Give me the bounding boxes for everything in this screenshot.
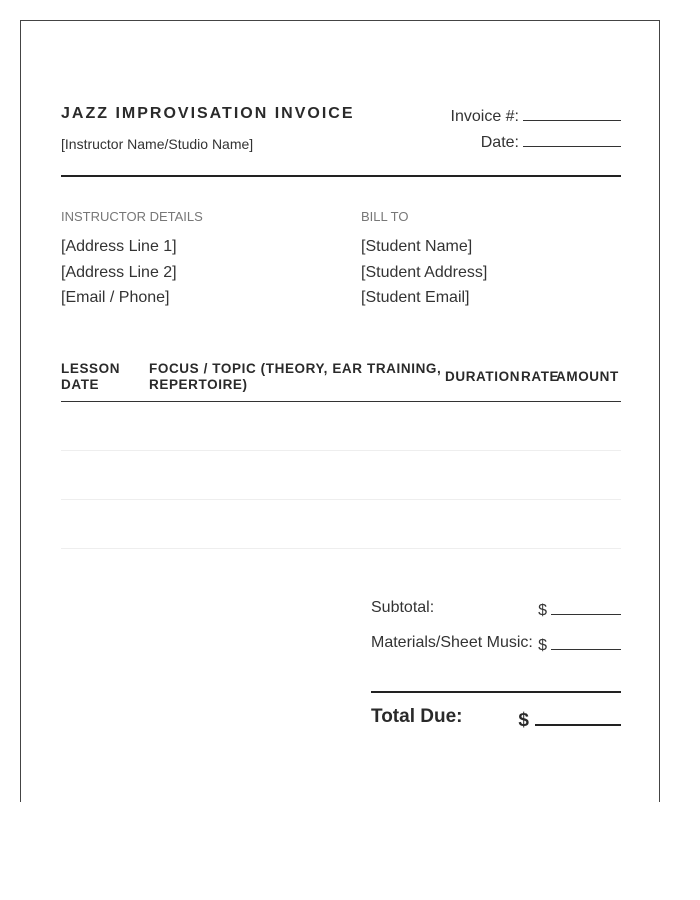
materials-blank[interactable]	[551, 634, 621, 650]
student-email: [Student Email]	[361, 289, 470, 306]
total-due-blank[interactable]	[535, 706, 621, 726]
invoice-number-field[interactable]	[451, 105, 621, 126]
column-focus-topic: FOCUS / TOPIC (THEORY, EAR TRAINING, REPERTOIRE)	[149, 361, 442, 392]
subtotal-currency: $	[538, 602, 547, 619]
column-duration: DURATION	[445, 369, 521, 384]
column-rate: RATE	[521, 369, 560, 384]
total-due-amount[interactable]	[518, 706, 621, 732]
student-name: [Student Name]	[361, 238, 473, 255]
total-due-label: Total Due:	[371, 706, 463, 727]
instructor-address-line-1: [Address Line 1]	[61, 238, 177, 255]
lessons-table-header	[61, 359, 621, 402]
table-row[interactable]	[61, 500, 621, 549]
studio-name-placeholder: [Instructor Name/Studio Name]	[61, 136, 254, 152]
table-row[interactable]	[61, 451, 621, 500]
instructor-details	[61, 209, 341, 311]
bill-to	[361, 209, 641, 311]
total-due-currency: $	[518, 710, 529, 731]
materials-currency: $	[538, 637, 547, 654]
bill-to-heading: BILL TO	[361, 209, 409, 224]
student-address: [Student Address]	[361, 263, 488, 281]
invoice-date-label: Date:	[480, 134, 519, 151]
subtotal-label: Subtotal:	[371, 599, 435, 616]
invoice-date-field[interactable]	[481, 131, 621, 152]
total-due-line	[371, 706, 621, 732]
instructor-address-line-2: [Address Line 2]	[61, 263, 177, 281]
table-row[interactable]	[61, 402, 621, 451]
invoice-title: JAZZ IMPROVISATION INVOICE	[61, 105, 355, 122]
subtotal-line	[371, 599, 621, 634]
invoice-number-label: Invoice #:	[450, 108, 519, 125]
column-amount: AMOUNT	[556, 369, 619, 384]
totals-section	[371, 599, 621, 731]
totals-divider	[371, 691, 621, 693]
materials-amount[interactable]	[538, 634, 621, 655]
invoice-date-blank[interactable]	[523, 131, 621, 147]
invoice-number-blank[interactable]	[523, 105, 621, 121]
subtotal-amount[interactable]	[538, 599, 621, 620]
subtotal-blank[interactable]	[551, 599, 621, 615]
column-lesson-date: LESSON DATE	[61, 361, 121, 392]
instructor-details-heading: INSTRUCTOR DETAILS	[61, 209, 203, 224]
materials-label: Materials/Sheet Music:	[371, 634, 533, 651]
invoice-page	[20, 20, 660, 802]
header-divider	[61, 175, 621, 177]
instructor-contact: [Email / Phone]	[61, 289, 170, 306]
materials-line	[371, 634, 621, 669]
